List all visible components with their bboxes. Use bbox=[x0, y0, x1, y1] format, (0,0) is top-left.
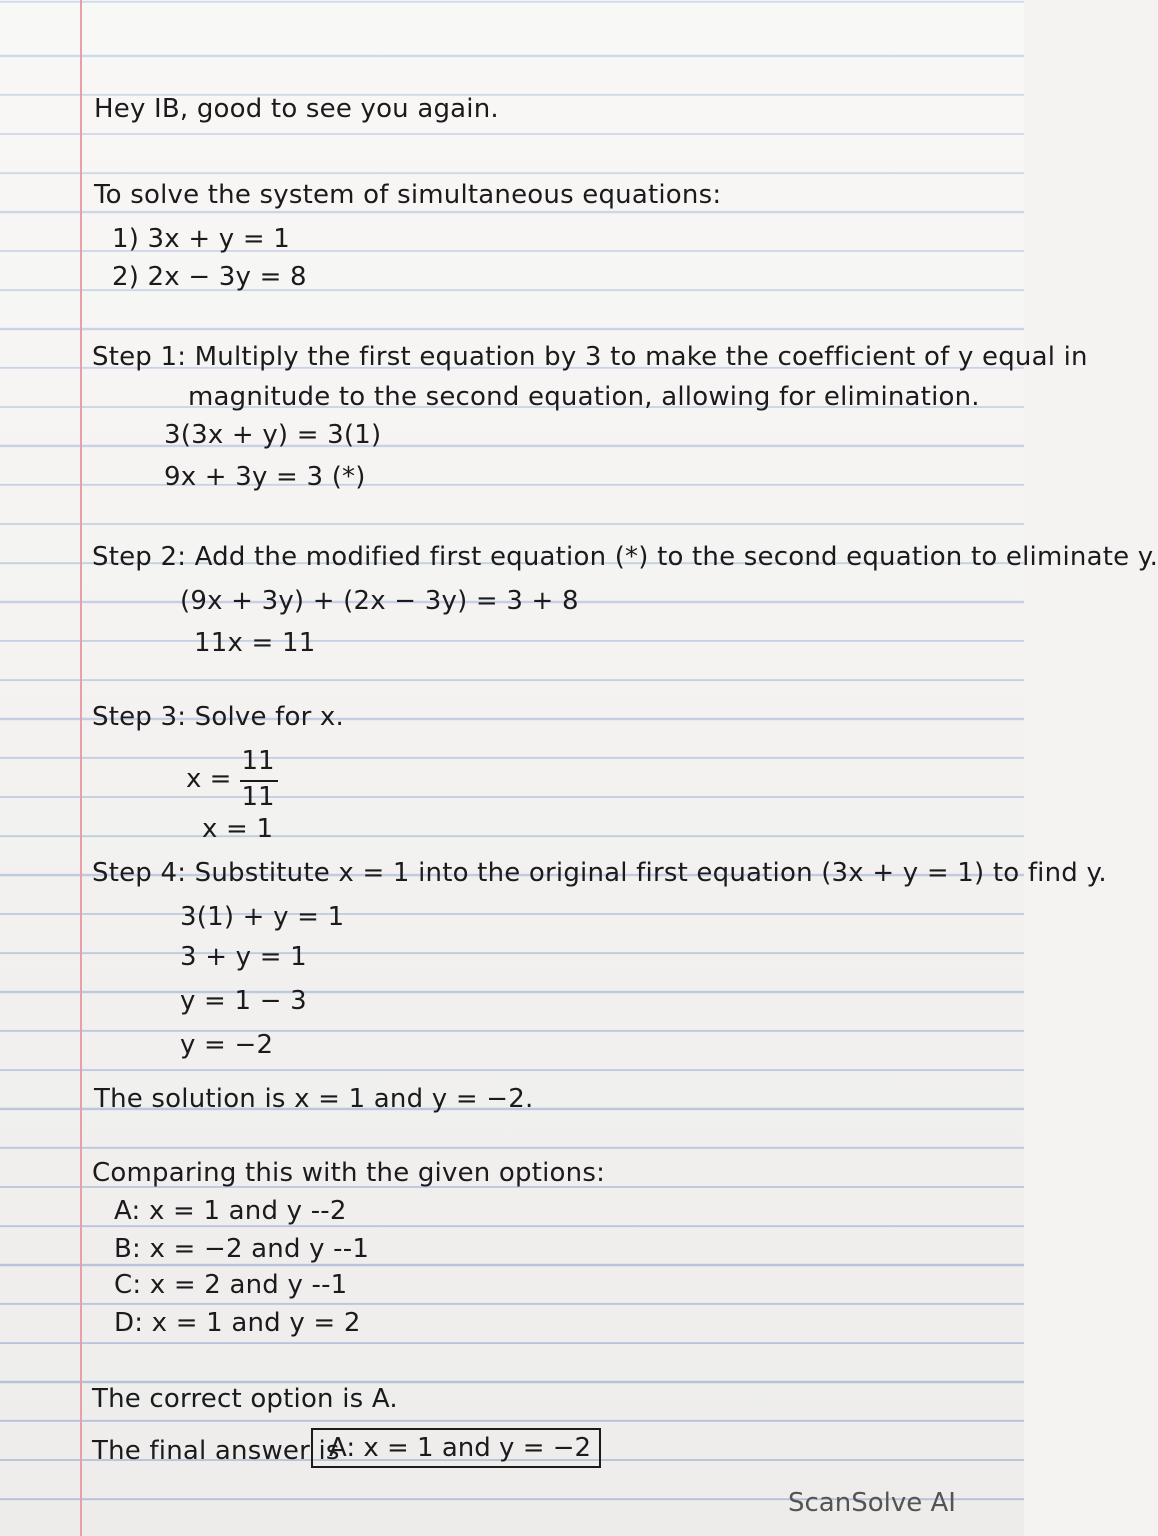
option-c: C: x = 2 and y --1 bbox=[114, 1270, 348, 1300]
equation-2: 2) 2x − 3y = 8 bbox=[112, 262, 307, 292]
option-b: B: x = −2 and y --1 bbox=[114, 1234, 370, 1264]
fraction bbox=[186, 746, 306, 816]
fraction-denominator: 11 bbox=[241, 782, 275, 812]
fraction-numerator: 11 bbox=[241, 746, 275, 776]
equation-1: 1) 3x + y = 1 bbox=[112, 224, 291, 254]
step2-work-1: (9x + 3y) + (2x − 3y) = 3 + 8 bbox=[180, 586, 579, 616]
final-answer-label: The final answer is bbox=[92, 1436, 340, 1466]
step1-text-cont: magnitude to the second equation, allowing for elimination. bbox=[188, 382, 980, 412]
step4-work-2: 3 + y = 1 bbox=[180, 942, 307, 972]
fraction-lhs: x = bbox=[186, 764, 232, 794]
comparing-text: Comparing this with the given options: bbox=[92, 1158, 606, 1188]
step4-work-3: y = 1 − 3 bbox=[180, 986, 307, 1016]
step1-text: Step 1: Multiply the first equation by 3 to make the coefficient of y equal in bbox=[92, 342, 1088, 372]
step4-work-1: 3(1) + y = 1 bbox=[180, 902, 345, 932]
option-d: D: x = 1 and y = 2 bbox=[114, 1308, 361, 1338]
step1-work-2: 9x + 3y = 3 (*) bbox=[164, 462, 366, 492]
solution-text: The solution is x = 1 and y = −2. bbox=[94, 1084, 534, 1114]
correct-option-text: The correct option is A. bbox=[92, 1384, 398, 1414]
intro-text: To solve the system of simultaneous equations: bbox=[94, 180, 722, 210]
step1-work-1: 3(3x + y) = 3(1) bbox=[164, 420, 382, 450]
greeting: Hey IB, good to see you again. bbox=[94, 94, 499, 124]
step4-work-4: y = −2 bbox=[180, 1030, 274, 1060]
step3-result: x = 1 bbox=[202, 814, 274, 844]
watermark: ScanSolve AI bbox=[788, 1488, 956, 1518]
margin-line bbox=[80, 0, 82, 1536]
step2-text: Step 2: Add the modified first equation (*) to the second equation to eliminate y. bbox=[92, 542, 1158, 572]
step4-text: Step 4: Substitute x = 1 into the original first equation (3x + y = 1) to find y. bbox=[92, 858, 1107, 888]
option-a: A: x = 1 and y --2 bbox=[114, 1196, 347, 1226]
step2-work-2: 11x = 11 bbox=[194, 628, 316, 658]
step3-text: Step 3: Solve for x. bbox=[92, 702, 344, 732]
final-answer-box: A: x = 1 and y = −2 bbox=[311, 1428, 601, 1468]
